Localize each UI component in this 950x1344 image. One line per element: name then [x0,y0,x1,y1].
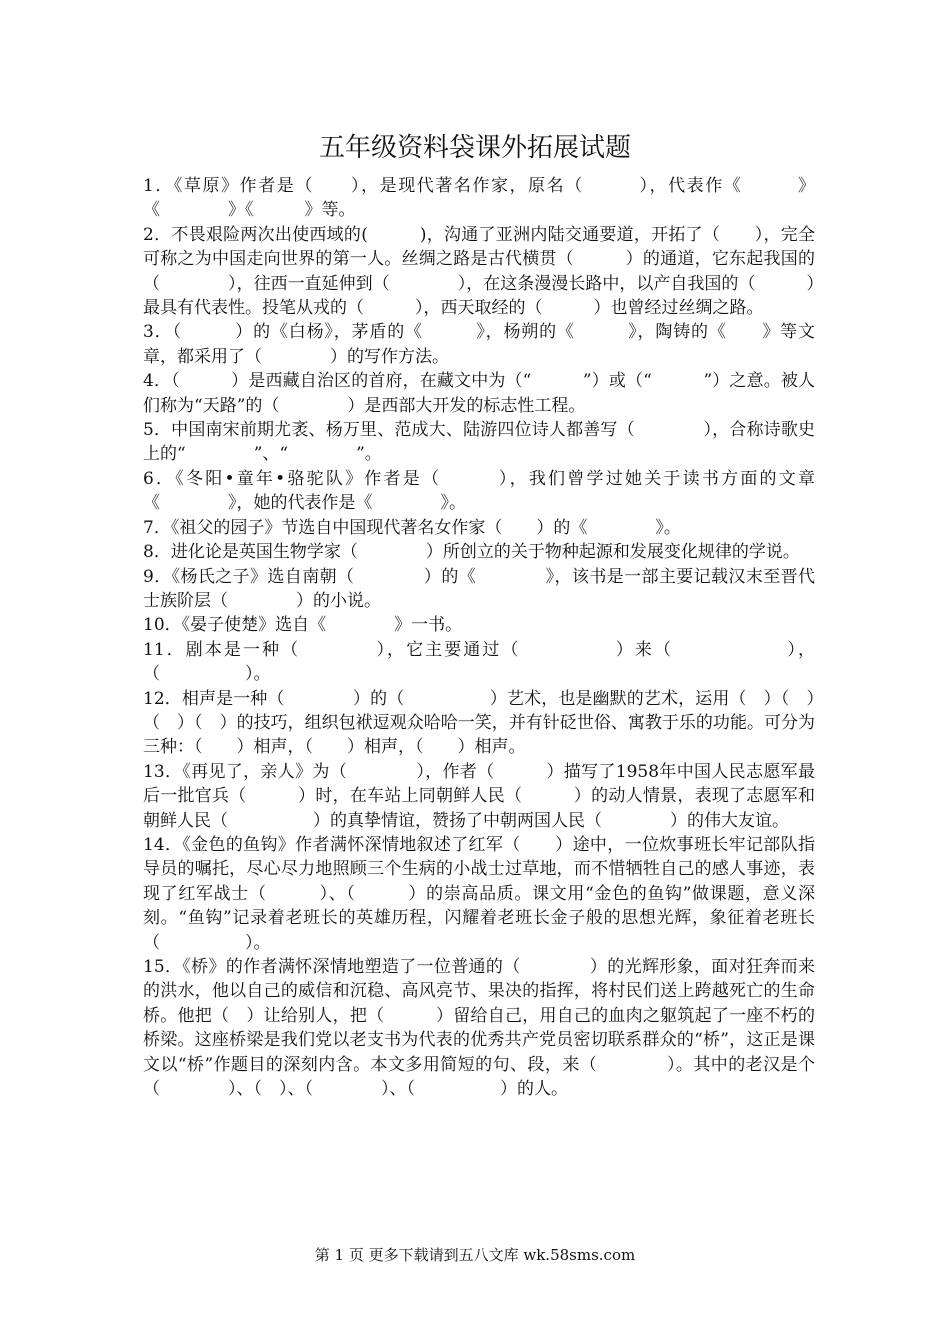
question-6: 6．《冬阳•童年•骆驼队》作者是（ ），我们曾学过她关于读书方面的文章《 》，她的代表作是《 》。 [143,468,815,514]
question-14: 14．《金色的鱼钩》作者满怀深情地叙述了红军（ ）途中，一位炊事班长牢记部队指导员的嘱托，尽心尽力地照顾三个生病的小战士过草地，而不惜牺牲自己的感人事迹，表现了红军战士（ ）、（ ）的崇高品质。课文用“金色的鱼钩”做课题，意义深刻。“鱼钩”记录着老班长的英雄历程，闪耀着老班长金子般的思想光辉，象征着老班长（ ）。 [143,834,815,953]
question-10: 10．《晏子使楚》选自《 》一书。 [143,615,463,636]
question-3: 3．（ ）的《白杨》，茅盾的《 》，杨朔的《 》，陶铸的《 》等文章，都采用了（ ）的写作方法。 [143,322,815,367]
question-7: 7．《祖父的园子》节选自中国现代著名女作家（ ）的《 》。 [143,517,681,538]
question-11: 11．剧本是一种（ ），它主要通过（ ）来（ ），（ ）。 [143,639,815,685]
question-list [143,174,815,1101]
question-12: 12．相声是一种（ ）的（ ）艺术，也是幽默的艺术，运用（ ）（ ）（ ）（ ）的技巧，组织包袱逗观众哈哈一笑，并有针砭世俗、寓教于乐的功能。可分为三种：（ ）相声，（ ）相声，（ ）相声。 [143,688,815,758]
question-8: 8．进化论是英国生物学家（ ）所创立的关于物种起源和发展变化规律的学说。 [143,542,800,563]
question-1: 1．《草原》作者是（ ），是现代著名作家，原名（ ），代表作《 》《 》《 》等。 [143,176,815,221]
question-2: 2．不畏艰险两次出使西域的( )，沟通了亚洲内陆交通要道，开拓了（ ），完全可称之为中国走向世界的第一人。丝绸之路是古代横贯（ ）的通道，它东起我国的（ ），往西一直延伸到（ ），在这条漫漫长路中，以产自我国的（ ）最具有代表性。投笔从戎的（ ），西天取经的（ ）也曾经过丝绸之路。 [143,224,815,319]
question-4: 4．（ ）是西藏自治区的首府，在藏文中为（“ ”）或（“ ”）之意。被人们称为“天路”的（ ）是西部大开发的标志性工程。 [143,371,815,416]
document-title: 五年级资料袋课外拓展试题 [318,133,631,163]
question-13: 13．《再见了，亲人》为（ ），作者（ ）描写了1958年中国人民志愿军最后一批官兵（ ）时，在车站上同朝鲜人民（ ）的动人情景，表现了志愿军和朝鲜人民（ ）的真挚情谊，赞扬了中朝两国人民（ ）的伟大友谊。 [143,761,815,831]
question-9: 9．《杨氏之子》选自南朝（ ）的《 》，该书是一部主要记载汉末至晋代士族阶层（ ）的小说。 [143,566,815,611]
question-15: 15．《桥》的作者满怀深情地塑造了一位普通的（ ）的光辉形象，面对狂奔而来的洪水，他以自己的威信和沉稳、高风亮节、果决的指挥，将村民们送上跨越死亡的生命桥。他把（ ）让给别人，把（ ）留给自己，用自己的血肉之躯筑起了一座不朽的桥梁。这座桥梁是我们党以老支书为代表的优秀共产党员密切联系群众的“桥”，这正是课文以“桥”作题目的深刻内含。本文多用简短的句、段，来（ ）。其中的老汉是个（ ）、（ ）、（ ）、（ ）的人。 [143,957,815,1100]
page-footer: 第 1 页 更多下载请到五八文库 wk.58sms.com [314,1246,636,1264]
question-5: 5．中国南宋前期尤袤、杨万里、范成大、陆游四位诗人都善写（ ），合称诗歌史上的“ ”、“ ”。 [143,420,815,465]
